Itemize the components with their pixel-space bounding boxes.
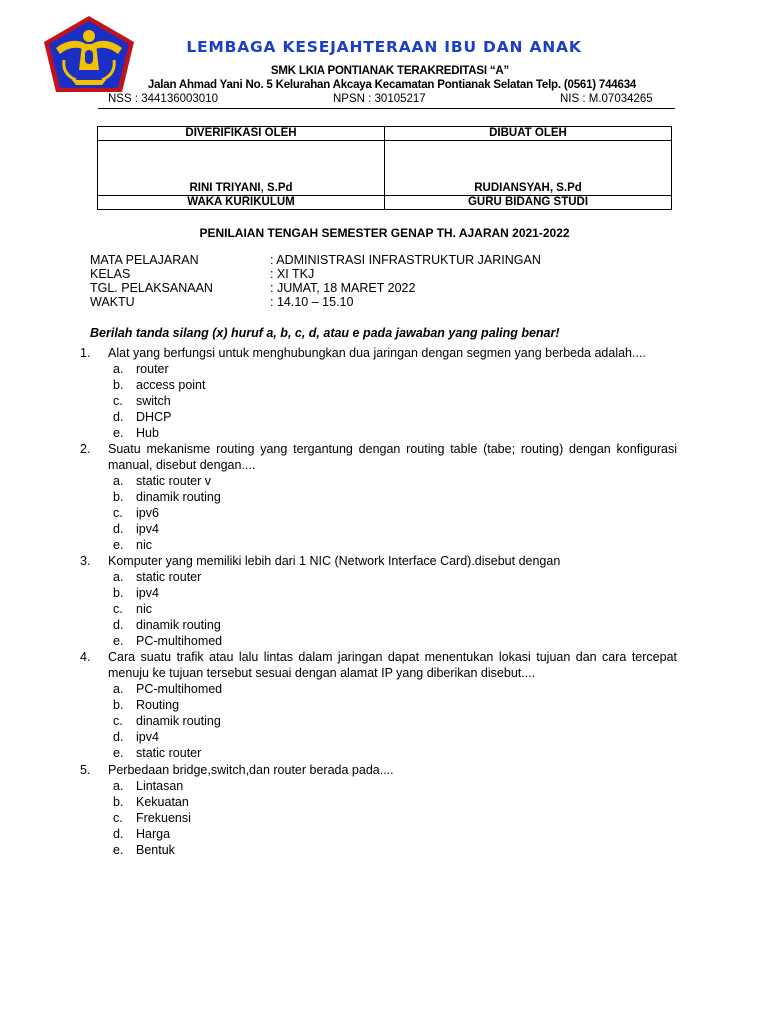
option-text: PC-multihomed bbox=[136, 682, 223, 696]
made-by-label: DIBUAT OLEH bbox=[385, 127, 672, 141]
option-text: DHCP bbox=[136, 410, 172, 424]
exam-title: PENILAIAN TENGAH SEMESTER GENAP TH. AJARAN 2021-2022 bbox=[199, 226, 570, 240]
option-letter: c. bbox=[113, 602, 123, 616]
option-text: ipv4 bbox=[136, 586, 159, 600]
question-5 bbox=[80, 762, 677, 858]
info-value: : XI TKJ bbox=[270, 267, 315, 281]
school-id-line bbox=[98, 93, 675, 109]
maker-signature-space bbox=[385, 141, 672, 182]
question-text: Cara suatu trafik atau lalu lintas dalam jaringan dapat menentukan lokasi tujuan dan cara tercepat menuju ke tujuan tersebut sesuai dengan alamat IP yang diberikan disebut.... bbox=[108, 650, 677, 680]
option-letter: a. bbox=[113, 362, 124, 376]
question-4 bbox=[80, 649, 677, 761]
nss-number: NSS : 344136003010 bbox=[108, 93, 218, 105]
answer-option bbox=[80, 505, 677, 521]
option-letter: e. bbox=[113, 426, 124, 440]
answer-option bbox=[80, 489, 677, 505]
answer-option bbox=[80, 826, 677, 842]
answer-option bbox=[80, 377, 677, 393]
option-text: PC-multihomed bbox=[136, 634, 223, 648]
option-text: static router bbox=[136, 746, 202, 760]
option-letter: d. bbox=[113, 522, 124, 536]
signature-table bbox=[97, 126, 672, 210]
option-text: static router bbox=[136, 570, 202, 584]
option-letter: b. bbox=[113, 795, 124, 809]
question-text: Suatu mekanisme routing yang tergantung dengan routing table (tabe; routing) dengan konfigurasi manual, disebut dengan.... bbox=[108, 442, 677, 472]
option-letter: a. bbox=[113, 474, 124, 488]
answer-option bbox=[80, 713, 677, 729]
answer-option bbox=[80, 681, 677, 697]
answer-option bbox=[80, 729, 677, 745]
answer-option bbox=[80, 697, 677, 713]
option-text: ipv6 bbox=[136, 506, 159, 520]
question-text: Alat yang berfungsi untuk menghubungkan dua jaringan dengan segmen yang berbeda adalah.... bbox=[108, 346, 646, 360]
answer-option bbox=[80, 537, 677, 553]
question-text: Komputer yang memiliki lebih dari 1 NIC (Network Interface Card).disebut dengan bbox=[108, 554, 561, 568]
info-value: : ADMINISTRASI INFRASTRUKTUR JARINGAN bbox=[270, 253, 541, 267]
option-text: Frekuensi bbox=[136, 811, 191, 825]
option-text: Harga bbox=[136, 827, 171, 841]
option-letter: a. bbox=[113, 682, 124, 696]
option-letter: a. bbox=[113, 570, 124, 584]
answer-option bbox=[80, 633, 677, 649]
nis-number: NIS : M.07034265 bbox=[560, 93, 653, 105]
instruction: Berilah tanda silang (x) huruf a, b, c, d, atau e pada jawaban yang paling benar! bbox=[90, 326, 560, 340]
option-text: Hub bbox=[136, 426, 159, 440]
option-text: static router v bbox=[136, 474, 212, 488]
info-label: WAKTU bbox=[90, 295, 135, 309]
option-text: access point bbox=[136, 378, 206, 392]
answer-option bbox=[80, 778, 677, 794]
verifier-role: WAKA KURIKULUM bbox=[98, 196, 385, 210]
verifier-name: RINI TRIYANI, S.Pd bbox=[98, 181, 385, 196]
option-text: switch bbox=[136, 394, 171, 408]
option-text: nic bbox=[136, 538, 152, 552]
option-text: Kekuatan bbox=[136, 795, 189, 809]
option-letter: e. bbox=[113, 843, 124, 857]
question-number: 1. bbox=[80, 346, 91, 360]
answer-option bbox=[80, 601, 677, 617]
option-letter: c. bbox=[113, 394, 123, 408]
option-text: dinamik routing bbox=[136, 490, 221, 504]
answer-option bbox=[80, 409, 677, 425]
option-text: Lintasan bbox=[136, 779, 184, 793]
answer-option bbox=[80, 569, 677, 585]
question-3 bbox=[80, 553, 677, 649]
answer-option bbox=[80, 745, 677, 761]
option-letter: c. bbox=[113, 714, 123, 728]
school-address: Jalan Ahmad Yani No. 5 Kelurahan Akcaya Kecamatan Pontianak Selatan Telp. (0561) 744634 bbox=[147, 79, 637, 91]
option-letter: e. bbox=[113, 538, 124, 552]
org-title: LEMBAGA KESEJAHTERAAN IBU DAN ANAK bbox=[186, 38, 582, 56]
option-letter: d. bbox=[113, 410, 124, 424]
answer-option bbox=[80, 794, 677, 810]
answer-option bbox=[80, 585, 677, 601]
question-text: Perbedaan bridge,switch,dan router berada pada.... bbox=[108, 763, 394, 777]
info-value: : JUMAT, 18 MARET 2022 bbox=[270, 281, 416, 295]
option-letter: d. bbox=[113, 827, 124, 841]
answer-option bbox=[80, 393, 677, 409]
option-text: ipv4 bbox=[136, 522, 159, 536]
answer-option bbox=[80, 842, 677, 858]
verified-by-label: DIVERIFIKASI OLEH bbox=[98, 127, 385, 141]
npsn-number: NPSN : 30105217 bbox=[333, 93, 426, 105]
question-number: 4. bbox=[80, 650, 91, 664]
info-label: TGL. PELAKSANAAN bbox=[90, 281, 213, 295]
answer-option bbox=[80, 425, 677, 441]
answer-option bbox=[80, 810, 677, 826]
question-2 bbox=[80, 441, 677, 553]
question-number: 5. bbox=[80, 763, 91, 777]
option-text: Bentuk bbox=[136, 843, 175, 857]
option-text: dinamik routing bbox=[136, 714, 221, 728]
answer-option bbox=[80, 473, 677, 489]
question-number: 2. bbox=[80, 442, 91, 456]
option-letter: a. bbox=[113, 779, 124, 793]
info-label: MATA PELAJARAN bbox=[90, 253, 199, 267]
option-letter: b. bbox=[113, 698, 124, 712]
option-letter: e. bbox=[113, 634, 124, 648]
option-letter: d. bbox=[113, 618, 124, 632]
answer-option bbox=[80, 361, 677, 377]
option-letter: b. bbox=[113, 586, 124, 600]
option-letter: e. bbox=[113, 746, 124, 760]
option-text: nic bbox=[136, 602, 152, 616]
option-text: ipv4 bbox=[136, 730, 159, 744]
option-letter: b. bbox=[113, 490, 124, 504]
info-value: : 14.10 – 15.10 bbox=[270, 295, 354, 309]
option-text: Routing bbox=[136, 698, 180, 712]
option-letter: b. bbox=[113, 378, 124, 392]
option-letter: c. bbox=[113, 506, 123, 520]
question-number: 3. bbox=[80, 554, 91, 568]
question-1 bbox=[80, 345, 677, 441]
answer-option bbox=[80, 617, 677, 633]
option-text: dinamik routing bbox=[136, 618, 221, 632]
maker-role: GURU BIDANG STUDI bbox=[385, 196, 672, 210]
answer-option bbox=[80, 521, 677, 537]
option-text: router bbox=[136, 362, 169, 376]
verifier-signature-space bbox=[98, 141, 385, 182]
info-label: KELAS bbox=[90, 267, 131, 281]
option-letter: d. bbox=[113, 730, 124, 744]
maker-name: RUDIANSYAH, S.Pd bbox=[385, 181, 672, 196]
option-letter: c. bbox=[113, 811, 123, 825]
school-name: SMK LKIA PONTIANAK TERAKREDITASI “A” bbox=[270, 65, 510, 77]
